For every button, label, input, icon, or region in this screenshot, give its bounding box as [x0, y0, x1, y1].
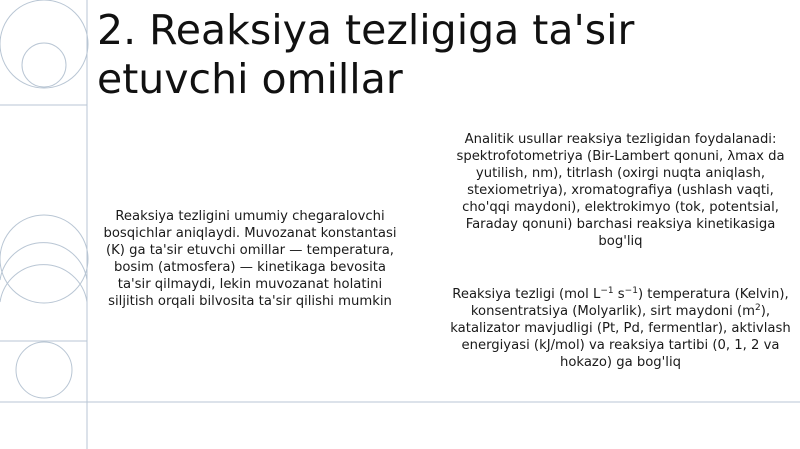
decor-circle-middle	[0, 215, 88, 303]
rate-unit-exponent-2: −1	[624, 286, 638, 296]
decor-circle-large-top	[0, 0, 88, 88]
decor-arc-top	[0, 243, 87, 280]
right-bottom-text-block	[448, 286, 793, 371]
rate-text-part4: ), katalizator mavjudligi (Pt, Pd, fermentlar), aktivlash energiyasi (kJ/mol) va reaksiya tartibi (0, 1, 2 va hokazo) ga bog'liq	[450, 304, 791, 370]
decor-arc-bottom	[0, 265, 87, 302]
slide-title: 2. Reaksiya tezligiga ta'sir etuvchi omillar	[97, 6, 635, 103]
rate-unit-exponent-1: −1	[600, 286, 614, 296]
decor-circle-small-top	[22, 43, 66, 87]
rate-text-part1: Reaksiya tezligi (mol L	[452, 287, 601, 302]
area-unit-exponent: 2	[755, 303, 761, 313]
rate-text-part3: ) temperatura (Kelvin), konsentratsiya (Molyarlik), sirt maydoni (m	[470, 287, 789, 319]
left-text-block: Reaksiya tezligini umumiy chegaralovchi bosqichlar aniqlaydi. Muvozanat konstantasi (K) ga ta'sir etuvchi omillar — temperatura, bosim (atmosfera) — kinetikaga bevosita ta'sir qilmaydi, lekin muvozanat holatini siljitish orqali bilvosita ta'sir qilishi mumkin	[103, 209, 397, 309]
right-top-text-block: Analitik usullar reaksiya tezligidan foydalanadi: spektrofotometriya (Bir-Lambert qonuni, λmax da yutilish, nm), titrlash (oxirgi nuqta aniqlash, stexiometriya), xromatografiya (ushlash vaqti, cho'qqi maydoni), elektrokimyo (tok, potentsial, Faraday qonuni) barchasi reaksiya kinetikasiga bog'liq	[456, 132, 785, 249]
rate-text-part2: s	[613, 287, 625, 302]
decor-circle-bottom	[16, 342, 72, 398]
